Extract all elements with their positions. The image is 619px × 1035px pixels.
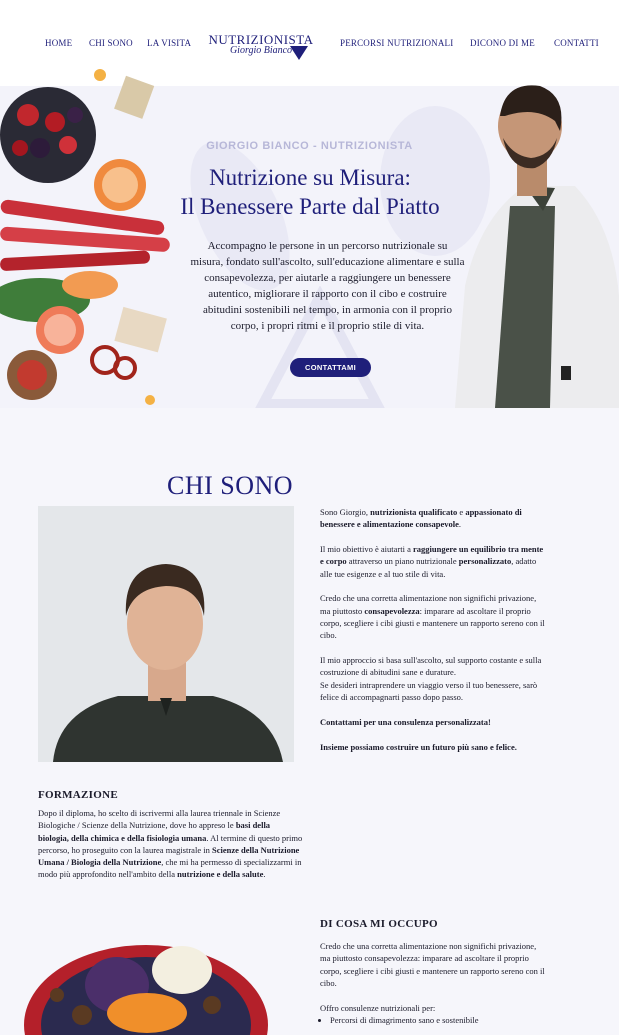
hero-description: Accompagno le persone in un percorso nutrizionale su misura, fondato sull'ascolto, sull'educazione alimentare e sulla consapevolezza, per aiutarle a raggiungere un benessere autentico, migliorare il rapporto con il cibo e costruire abitudini sostenibili nel tempo, in armonia con il proprio corpo, i propri ritmi e il proprio stile di vita.: [190, 240, 465, 332]
about-call-to-action: Contattami per una consulenza personalizzata!: [320, 716, 491, 727]
occupo-paragraph: Credo che una corretta alimentazione non significhi privazione, ma piuttosto consapevolezza: imparare ad ascoltare il proprio corpo, scegliere i cibi giusti e mantenere un rapporto sereno con il cibo.: [320, 941, 545, 988]
hero-subtitle: GIORGIO BIANCO - NUTRIZIONISTA: [206, 140, 413, 152]
logo-triangle-icon: [290, 46, 308, 60]
nav-dicono-di-me[interactable]: DICONO DI ME: [470, 38, 535, 48]
nutritionist-portrait: [455, 76, 619, 408]
about-paragraph: Credo che una corretta alimentazione non significhi privazione, ma piuttosto consapevolezza: imparare ad ascoltare il proprio corpo, scegliere i cibi giusti e mantenere un rapporto sereno con il cibo.: [320, 593, 545, 641]
services-list: [320, 1014, 545, 1026]
hero-title-line1: Nutrizione su Misura:: [209, 165, 411, 190]
about-text: [320, 506, 545, 765]
nav-home[interactable]: HOME: [45, 38, 73, 48]
hero-title-line2: Il Benessere Parte dal Piatto: [180, 194, 440, 219]
list-item: • Percorsi di dimagrimento sano e sostenibile: [330, 1014, 545, 1026]
food-plate-illustration: [22, 925, 270, 1035]
nav-la-visita[interactable]: LA VISITA: [147, 38, 192, 48]
nav-contatti[interactable]: CONTATTI: [554, 38, 599, 48]
about-paragraph: Il mio approccio si basa sull'ascolto, sul supporto costante e sulla costruzione di abitudini sane e durature. Se desideri intraprendere un viaggio verso il tuo benessere, sarò felice di accompagnarti passo dopo passo.: [320, 655, 542, 703]
about-closing: Insieme possiamo costruire un futuro più sano e felice.: [320, 741, 517, 752]
hero-title: [150, 163, 470, 221]
occupo-intro: Offro consulenze nutrizionali per:: [320, 1002, 436, 1013]
about-paragraph: Sono Giorgio, nutrizionista qualificato e appassionato di benessere e alimentazione consapevole.: [320, 507, 522, 530]
occupo-text: [320, 940, 545, 1026]
site-logo[interactable]: [206, 32, 316, 56]
nav-percorsi[interactable]: PERCORSI NUTRIZIONALI: [340, 38, 454, 48]
section-title-formazione: FORMAZIONE: [38, 789, 118, 801]
about-portrait-photo: [38, 506, 294, 762]
section-title-occupo: DI COSA MI OCCUPO: [320, 918, 438, 930]
food-illustration: [0, 60, 175, 410]
nav-chi-sono[interactable]: CHI SONO: [89, 38, 133, 48]
about-paragraph: Il mio obiettivo è aiutarti a raggiungere un equilibrio tra mente e corpo attraverso un piano nutrizionale personalizzato, adatto alle tue esigenze e al tuo stile di vita.: [320, 544, 544, 579]
contact-cta-button[interactable]: CONTATTAMI: [290, 358, 371, 377]
section-title-chi-sono: CHI SONO: [167, 471, 294, 500]
logo-subtitle: Giorgio Bianco: [229, 45, 293, 56]
logo-title: NUTRIZIONISTA: [208, 32, 314, 47]
formazione-text: Dopo il diploma, ho scelto di iscrivermi alla laurea triennale in Scienze Biologiche / Scienze della Nutrizione, dove ho appreso le basi della biologia, della chimica e della fisiologia umana. Al termine di questo primo percorso, ho proseguito con la laurea magistrale in Scienze della Nutrizione Umana / Biologia della Nutrizione, che mi ha permesso di specializzarmi in modo più approfondito nell'ambito della nutrizione e della salute.: [38, 808, 303, 880]
